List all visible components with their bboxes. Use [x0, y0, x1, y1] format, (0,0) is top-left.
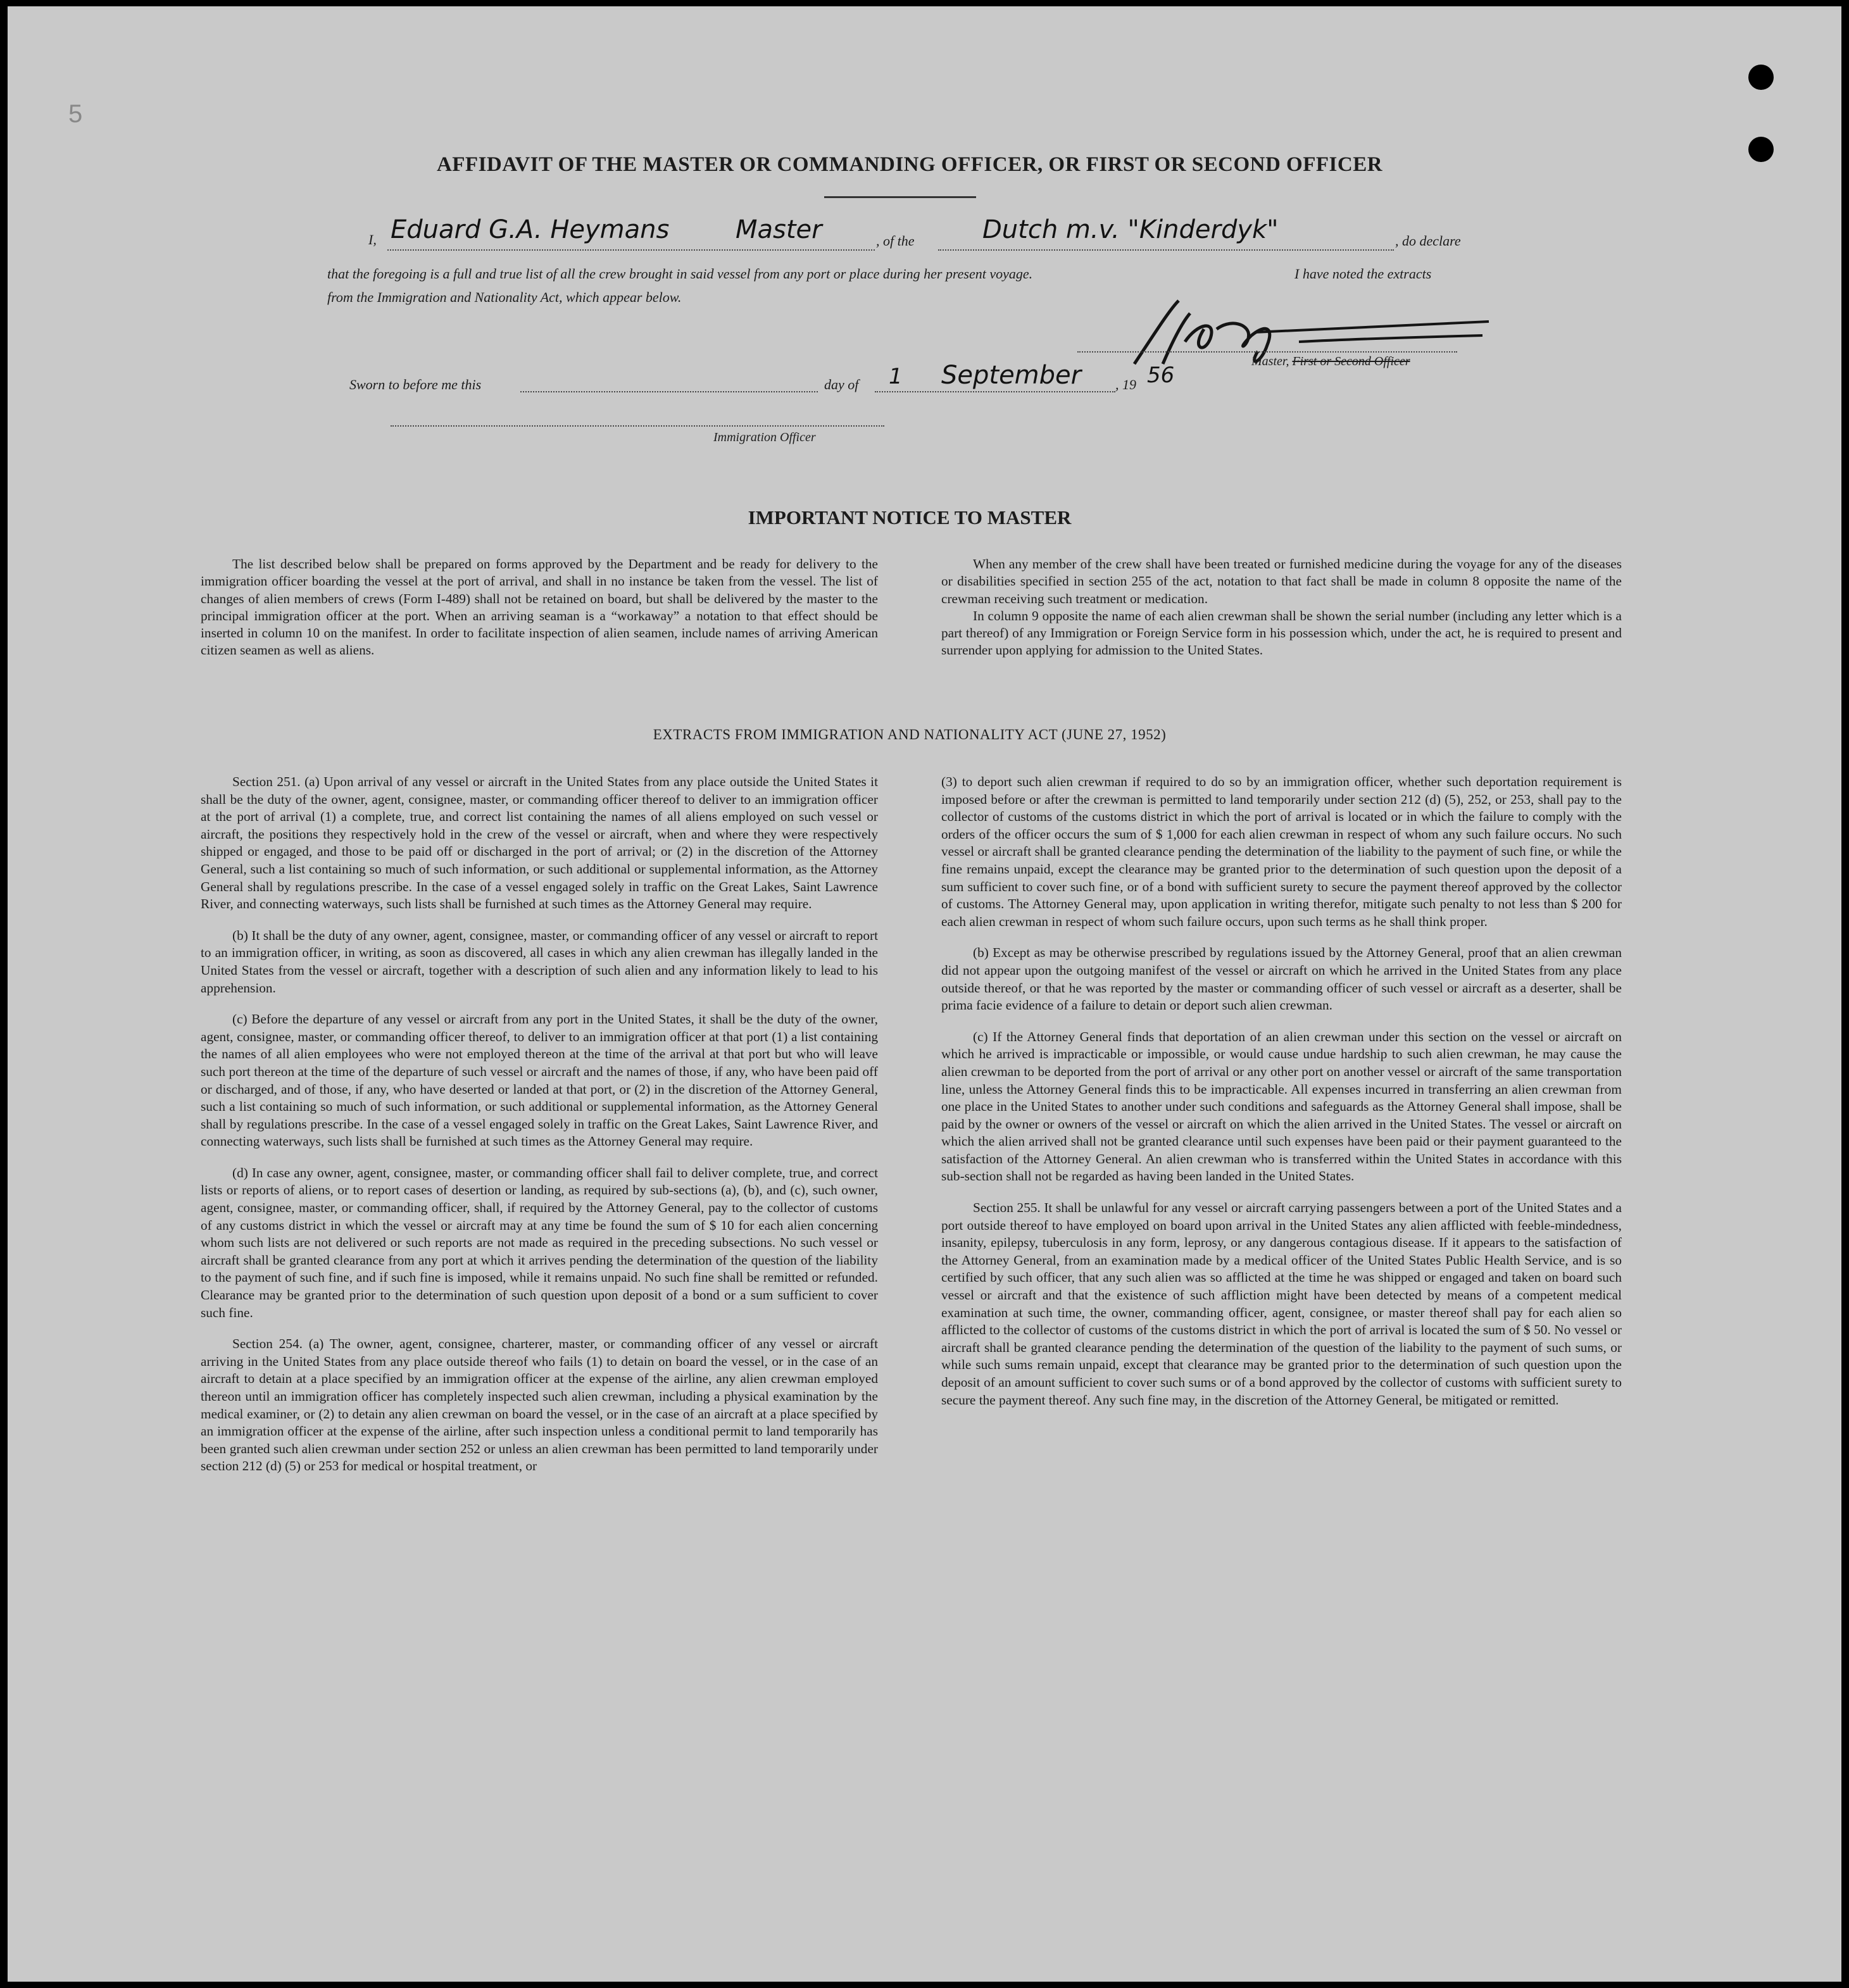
extract-paragraph: (c) If the Attorney General finds that deportation of an alien crewman under this section on the vessel or aircraft on which he arrived is impracticable or impossible, or would cause undue hardship to such alien crewman, he may cause the alien crewman to be deported from the port of arrival or any other port on another vessel or aircraft of the same transportation line, unless the Attorney General finds this to be impracticable. All expenses incurred in transferring an alien crewman from one place in the United States to another under such conditions and safeguards as the Attorney General shall impose, shall be paid by the owner or owners of the vessel or aircraft on which the alien arrived in the United States. The vessel or aircraft on which the alien arrived shall not be granted clearance until such expenses have been paid or their payment guaranteed to the satisfaction of the Attorney General. An alien crewman who is transferred within the United States in accordance with this sub-section shall not be regarded as having been landed in the United States.: [941, 1028, 1622, 1184]
extract-paragraph: Section 255. It shall be unlawful for any vessel or aircraft carrying passengers between a port of the United States and a port outside thereof to have employed on board upon arrival in the United States any alien afflicted with feeble-mindedness, insanity, epilepsy, tuberculosis in any form, leprosy, or any dangerous contagious disease. If it appears to the satisfaction of the Attorney General, from an examination made by a medical officer of the United States Public Health Service, and is so certified by such officer, that any such alien was so afflicted at the time he was shipped or engaged and taken on board such vessel or aircraft and that the existence of such affliction might have been detected by means of a competent medical examination at such time, the owner, commanding officer, agent, consignee, or master thereof shall pay for each alien so afflicted to the collector of customs of the customs district in which the port of arrival is located the sum of $ 50. No vessel or aircraft shall be granted clearance pending the determination of the question of the liability to the payment of such sums, or while such sums remain unpaid, except that clearance may be granted prior to the determination of such question upon the deposit of an amount sufficient to cover such sums or of a bond approved by the collector of customs with sufficient surety to secure the payment thereof. Any such fine may, in the discretion of the Attorney General, be mitigated or remitted.: [941, 1200, 1622, 1408]
day-of-text: day of: [824, 377, 859, 392]
extract-paragraph: (c) Before the departure of any vessel or aircraft from any port in the United States, it shall be the duty of the owner, agent, consignee, master, or commanding officer thereof, to deliver to an immigration officer at that port (1) a list containing the names of all alien employees who were not employed thereon at the time of the arrival at that port but who will leave such port thereon at the time of the departure of such vessel or aircraft and the names of those, if any, who have been paid off or discharged, and of those, if any, who have deserted or landed at that port, or (2) in the discretion of the Attorney General, such a list containing so much of such information, or such additional or supplemental information, as the Attorney General shall by regulations prescribe. In the case of a vessel engaged solely in traffic on the Great Lakes, Saint Lawrence River, and connecting waterways, such lists shall be furnished at such times as the Attorney General may require.: [201, 1011, 878, 1149]
vessel-field-line: [938, 249, 1394, 251]
affidavit-title: AFFIDAVIT OF THE MASTER OR COMMANDING OFFICER, OR FIRST OR SECOND OFFICER: [436, 153, 1383, 176]
title-rule: [824, 196, 976, 198]
extract-paragraph: (b) It shall be the duty of any owner, agent, consignee, master, or commanding officer of any vessel or aircraft to report to an immigration officer, in writing, as soon as discovered, all cases in which any alien crewman has illegally landed in the United States from the vessel or aircraft, together with a description of such alien and any information likely to lead to his apprehension.: [201, 927, 878, 996]
document-page: [8, 6, 1841, 1982]
notice-title: IMPORTANT NOTICE TO MASTER: [748, 506, 1072, 528]
extracts-left-column: [201, 773, 878, 1489]
punch-hole: [1748, 65, 1774, 90]
extract-paragraph: Section 251. (a) Upon arrival of any vessel or aircraft in the United States from any place outside the United States it shall be the duty of the owner, agent, consignee, master, or commanding officer thereof to deliver to an immigration officer at the port of arrival (1) a complete, true, and correct list containing the names of all aliens employed on such vessel or aircraft, the positions they respectively hold in the crew of the vessel or aircraft, when and where they were respectively shipped or engaged, and those to be paid off or discharged in the port of arrival; or (2) in the discretion of the Attorney General, such a list containing so much of such information, or such additional or supplemental information, as the Attorney General shall by regulations prescribe. In the case of a vessel engaged solely in traffic on the Great Lakes, Saint Lawrence River, and connecting waterways, such lists shall be furnished at such times as the Attorney General may require.: [201, 774, 878, 912]
handwritten-vessel: Dutch m.v. "Kinderdyk": [982, 215, 1279, 244]
notice-left-paragraph: The list described below shall be prepared on forms approved by the Department and be ready for delivery to the immigration officer boarding the vessel at the port of arrival, and shall in no instance be taken from the vessel. The list of changes of alien members of crews (Form I-489) shall not be retained on board, but shall be delivered by the master to the principal immigration officer at the port. When an arriving seaman is a “workaway” a notation to that effect should be inserted in column 10 on the manifest. In order to facilitate inspection of alien seamen, include names of arriving American citizen seamen as well as aliens.: [201, 556, 878, 658]
immigration-officer-line: [391, 425, 884, 427]
extract-paragraph: (3) to deport such alien crewman if required to do so by an immigration officer, whether such deportation requirement is imposed before or after the crewman is permitted to land temporarily under section 212 (d) (5), 252, or 253, shall pay to the collector of customs of the customs district in which the port of arrival is located or in which the failure to comply with the orders of the officer occurs the sum of $ 1,000 for each alien crewman in respect of whom any such failure occurs. No such vessel or aircraft shall be granted clearance pending the determination of the liability to the payment of such fine, or while the fine remains unpaid, except the clearance may be granted prior to the determination of such question upon the deposit of a sum sufficient to cover such fine, or of a bond with sufficient surety to secure the payment thereof approved by the collector of customs. The Attorney General may, upon application in writing therefor, mitigate such penalty to not less than $ 200 for each alien crewman in respect of whom such failure occurs, upon such terms as he shall think proper.: [941, 774, 1622, 929]
signature-line: [1077, 351, 1457, 353]
notice-right-paragraph-2: In column 9 opposite the name of each alien crewman shall be shown the serial number (including any letter which is a part thereof) of any Immigration or Foreign Service form in his possession which, under the act, he is required to present and surrender upon applying for admission to the United States.: [941, 608, 1622, 658]
handwritten-month: September: [941, 361, 1082, 390]
name-field-line: [387, 249, 875, 251]
handwritten-day: 1: [889, 364, 903, 389]
year-prefix: , 19: [1115, 377, 1136, 392]
month-line: [875, 391, 1115, 392]
extract-paragraph: (b) Except as may be otherwise prescribed by regulations issued by the Attorney General, proof that an alien crewman did not appear upon the outgoing manifest of the vessel or aircraft on which he arrived in the United States from any place outside thereof, or that he was reported by the master or commanding officer of such vessel or aircraft as a deserter, shall be prima facie evidence of a failure to detain or deport such alien crewman.: [941, 945, 1622, 1013]
master-label: Master, First or Second Officer: [1251, 354, 1410, 368]
affidavit-line-2: that the foregoing is a full and true list of all the crew brought in said vessel from any port or place during her present voyage.: [327, 266, 1033, 282]
immigration-officer-label: Immigration Officer: [713, 430, 816, 444]
notice-right-paragraph-1: When any member of the crew shall have been treated or furnished medicine during the voyage for any of the diseases or disabilities specified in section 255 of the act, notation to that fact shall be made in column 8 opposite the name of the crewman receiving such treatment or medication.: [941, 556, 1622, 606]
extract-paragraph: (d) In case any owner, agent, consignee, master, or commanding officer shall fail to deliver complete, true, and correct lists or reports of aliens, or to report cases of desertion or landing, as required by sub-sections (a), (b), and (c), such owner, agent, consignee, master, or commanding officer, shall, if required by the Attorney General, pay to the collector of customs of any customs district in which the vessel or aircraft may at any time be found the sum of $ 10 for each alien concerning whom such lists are not delivered or such reports are not made as required in the preceding subsections. No such vessel or aircraft shall be granted clearance from any port at which it arrives pending the determination of the question of the liability to the payment of such fine, and if such fine is imposed, while it remains unpaid. No such fine shall be remitted or refunded. Clearance may be granted prior to the determination of such question upon deposit of a bond or a sum sufficient to cover such fine.: [201, 1165, 878, 1320]
extract-paragraph: Section 254. (a) The owner, agent, consignee, charterer, master, or commanding officer of any vessel or aircraft arriving in the United States from any place outside thereof who fails (1) to detain on board the vessel, or in the case of an aircraft to detain at a place specified by an immigration officer at the expense of the airline, any alien crewman employed thereon until an immigration officer has completely inspected such alien crewman, including a physical examination by the medical examiner, or (2) to detain any alien crewman on board the vessel, or in the case of an aircraft at a place specified by an immigration officer at the expense of the airline, after such inspection unless a conditional permit to land temporarily has been granted such alien crewman under section 252 or unless an alien crewman has been permitted to land temporarily under section 212 (d) (5) or 253 for medical or hospital treatment, or: [201, 1336, 878, 1474]
struck-officer-text: First or Second Officer: [1292, 354, 1410, 368]
extracts-right-column: [941, 773, 1622, 1423]
notice-right-block: [941, 556, 1622, 660]
handwritten-year: 56: [1147, 363, 1175, 388]
affidavit-line-1: [368, 232, 377, 248]
affidavit-prefix: I,: [368, 232, 377, 247]
extracts-title: EXTRACTS FROM IMMIGRATION AND NATIONALITY ACT (JUNE 27, 1952): [653, 727, 1167, 742]
affidavit-line-2-right: I have noted the extracts: [1294, 266, 1432, 282]
sworn-date-line: [520, 391, 818, 392]
page-mark: 5: [68, 100, 83, 128]
sworn-text: Sworn to before me this: [349, 377, 482, 392]
affidavit-line-3: from the Immigration and Nationality Act, which appear below.: [327, 289, 682, 305]
handwritten-rank: Master: [736, 215, 822, 244]
handwritten-name: Eduard G.A. Heymans: [391, 215, 670, 244]
of-the-text: , of the: [876, 233, 915, 249]
do-declare-text: , do declare: [1395, 233, 1461, 249]
